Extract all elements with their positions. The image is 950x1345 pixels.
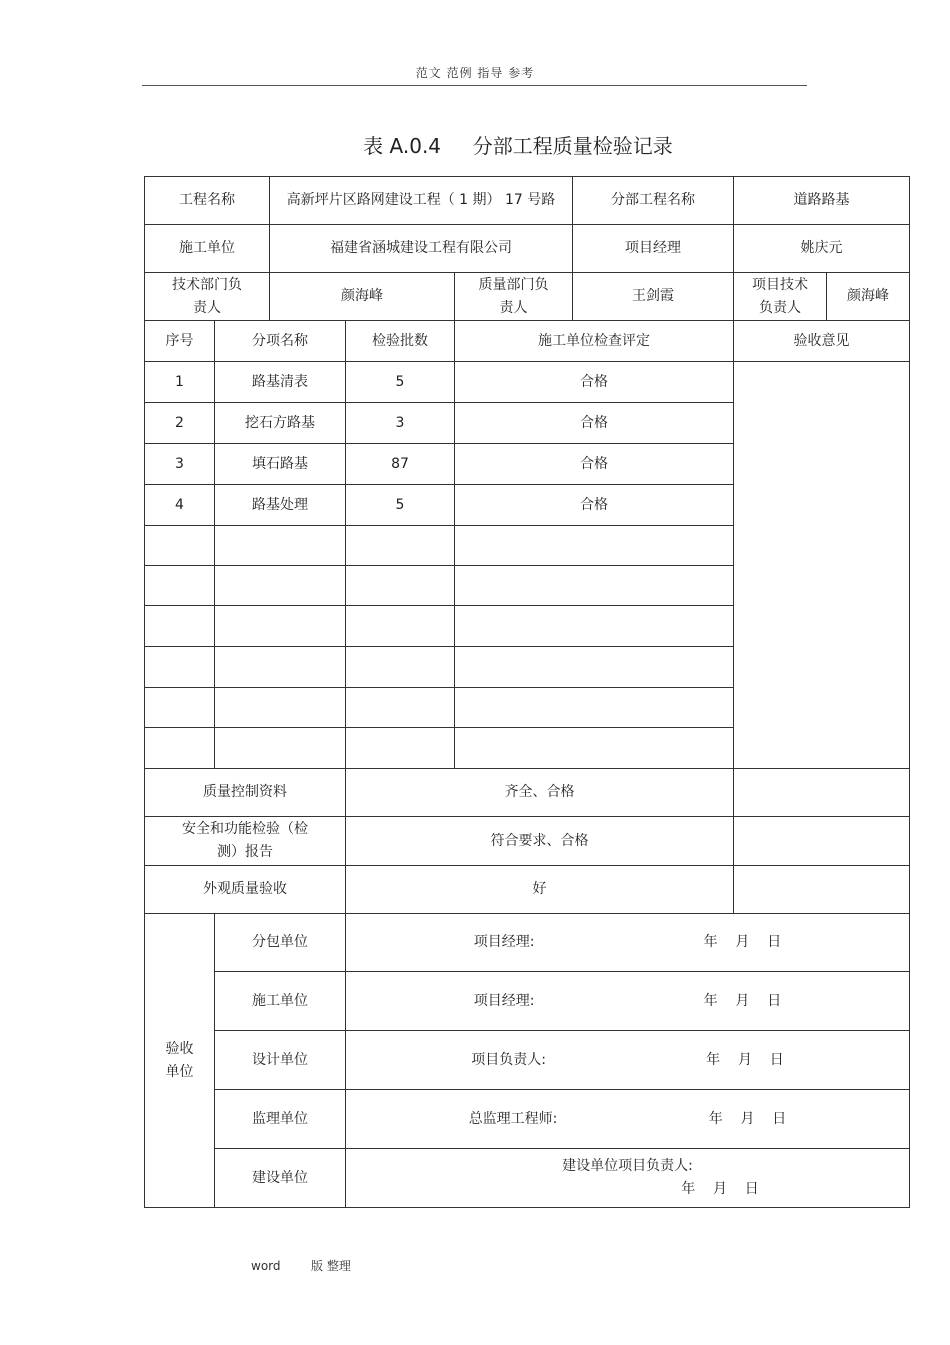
item-seq: 2 xyxy=(145,403,215,444)
empty-cell xyxy=(455,728,734,769)
empty-cell xyxy=(215,606,346,647)
quality-dept-label: 质量部门负责人 xyxy=(455,273,573,321)
safety-report-row xyxy=(145,817,910,866)
empty-cell xyxy=(455,647,734,688)
project-manager-label: 项目经理 xyxy=(573,225,734,273)
acceptance-unit: 建设单位 xyxy=(215,1149,346,1208)
empty-cell xyxy=(145,526,215,566)
appearance-value: 好 xyxy=(346,866,734,914)
quality-dept-value: 王剑霞 xyxy=(573,273,734,321)
evaluation-header: 施工单位检查评定 xyxy=(455,321,734,362)
item-name-header: 分项名称 xyxy=(215,321,346,362)
empty-cell xyxy=(346,566,455,606)
project-tech-label: 项目技术负责人 xyxy=(734,273,827,321)
empty-cell xyxy=(455,606,734,647)
empty-cell xyxy=(455,688,734,728)
quality-docs-value: 齐全、合格 xyxy=(346,769,734,817)
empty-cell xyxy=(145,566,215,606)
project-name-value: 高新坪片区路网建设工程（ 1 期） 17 号路 xyxy=(270,177,573,225)
appearance-row xyxy=(145,866,910,914)
empty-cell xyxy=(346,728,455,769)
item-evaluation: 合格 xyxy=(455,403,734,444)
empty-cell xyxy=(215,566,346,606)
empty-cell xyxy=(346,526,455,566)
empty-cell xyxy=(215,647,346,688)
responsible-persons-row xyxy=(145,273,910,321)
safety-report-label: 安全和功能检验（检测）报告 xyxy=(145,817,346,866)
acceptance-unit: 分包单位 xyxy=(215,914,346,972)
empty-cell xyxy=(346,606,455,647)
acceptance-row xyxy=(145,1090,910,1149)
opinion-cell xyxy=(734,362,910,769)
item-evaluation: 合格 xyxy=(455,485,734,526)
item-batches: 5 xyxy=(346,362,455,403)
appearance-opinion xyxy=(734,866,910,914)
tech-dept-value: 颜海峰 xyxy=(270,273,455,321)
construction-unit-row xyxy=(145,225,910,273)
safety-report-value: 符合要求、合格 xyxy=(346,817,734,866)
empty-cell xyxy=(455,566,734,606)
acceptance-unit: 施工单位 xyxy=(215,972,346,1031)
construction-unit-value: 福建省涵城建设工程有限公司 xyxy=(270,225,573,273)
quality-docs-opinion xyxy=(734,769,910,817)
acceptance-signature xyxy=(346,1149,910,1208)
acceptance-row xyxy=(145,972,910,1031)
document-title: 表 A.0.4 分部工程质量检验记录 xyxy=(363,134,673,158)
item-batches: 5 xyxy=(346,485,455,526)
item-seq: 3 xyxy=(145,444,215,485)
acceptance-row xyxy=(145,1031,910,1090)
item-evaluation: 合格 xyxy=(455,444,734,485)
acceptance-signature: 项目负责人: 年 月 日 xyxy=(346,1031,910,1090)
item-name: 填石路基 xyxy=(215,444,346,485)
empty-cell xyxy=(145,728,215,769)
final-date: 年 月 日 xyxy=(681,1181,759,1197)
empty-cell xyxy=(215,526,346,566)
quality-docs-label: 质量控制资料 xyxy=(145,769,346,817)
acceptance-signature: 项目经理: 年 月 日 xyxy=(346,914,910,972)
empty-cell xyxy=(215,728,346,769)
batches-header: 检验批数 xyxy=(346,321,455,362)
item-name: 挖石方路基 xyxy=(215,403,346,444)
page-footer: word 版 整理 xyxy=(251,1259,351,1273)
empty-cell xyxy=(346,647,455,688)
empty-cell xyxy=(145,688,215,728)
empty-cell xyxy=(346,688,455,728)
subproject-value: 道路路基 xyxy=(734,177,910,225)
item-evaluation: 合格 xyxy=(455,362,734,403)
item-seq: 4 xyxy=(145,485,215,526)
project-name-row xyxy=(145,177,910,225)
tech-dept-label: 技术部门负责人 xyxy=(145,273,270,321)
acceptance-unit: 设计单位 xyxy=(215,1031,346,1090)
items-header-row xyxy=(145,321,910,362)
acceptance-row xyxy=(145,914,910,972)
empty-cell xyxy=(145,606,215,647)
acceptance-signature: 项目经理: 年 月 日 xyxy=(346,972,910,1031)
item-seq: 1 xyxy=(145,362,215,403)
item-batches: 3 xyxy=(346,403,455,444)
seq-header: 序号 xyxy=(145,321,215,362)
safety-report-opinion xyxy=(734,817,910,866)
header-divider xyxy=(142,85,807,86)
final-signer-label: 建设单位项目负责人: xyxy=(562,1158,693,1174)
acceptance-unit: 监理单位 xyxy=(215,1090,346,1149)
project-manager-value: 姚庆元 xyxy=(734,225,910,273)
item-batches: 87 xyxy=(346,444,455,485)
empty-cell xyxy=(145,647,215,688)
subproject-label: 分部工程名称 xyxy=(573,177,734,225)
inspection-record-table xyxy=(144,176,910,1208)
empty-cell xyxy=(455,526,734,566)
project-name-label: 工程名称 xyxy=(145,177,270,225)
page-header: 范文 范例 指导 参考 xyxy=(415,66,535,80)
construction-unit-label: 施工单位 xyxy=(145,225,270,273)
acceptance-signature: 总监理工程师: 年 月 日 xyxy=(346,1090,910,1149)
acceptance-row xyxy=(145,1149,910,1208)
opinion-header: 验收意见 xyxy=(734,321,910,362)
item-name: 路基清表 xyxy=(215,362,346,403)
empty-cell xyxy=(215,688,346,728)
table-row xyxy=(145,362,910,403)
quality-docs-row xyxy=(145,769,910,817)
appearance-label: 外观质量验收 xyxy=(145,866,346,914)
project-tech-value: 颜海峰 xyxy=(827,273,910,321)
acceptance-group-label: 验收单位 xyxy=(145,914,215,1208)
item-name: 路基处理 xyxy=(215,485,346,526)
